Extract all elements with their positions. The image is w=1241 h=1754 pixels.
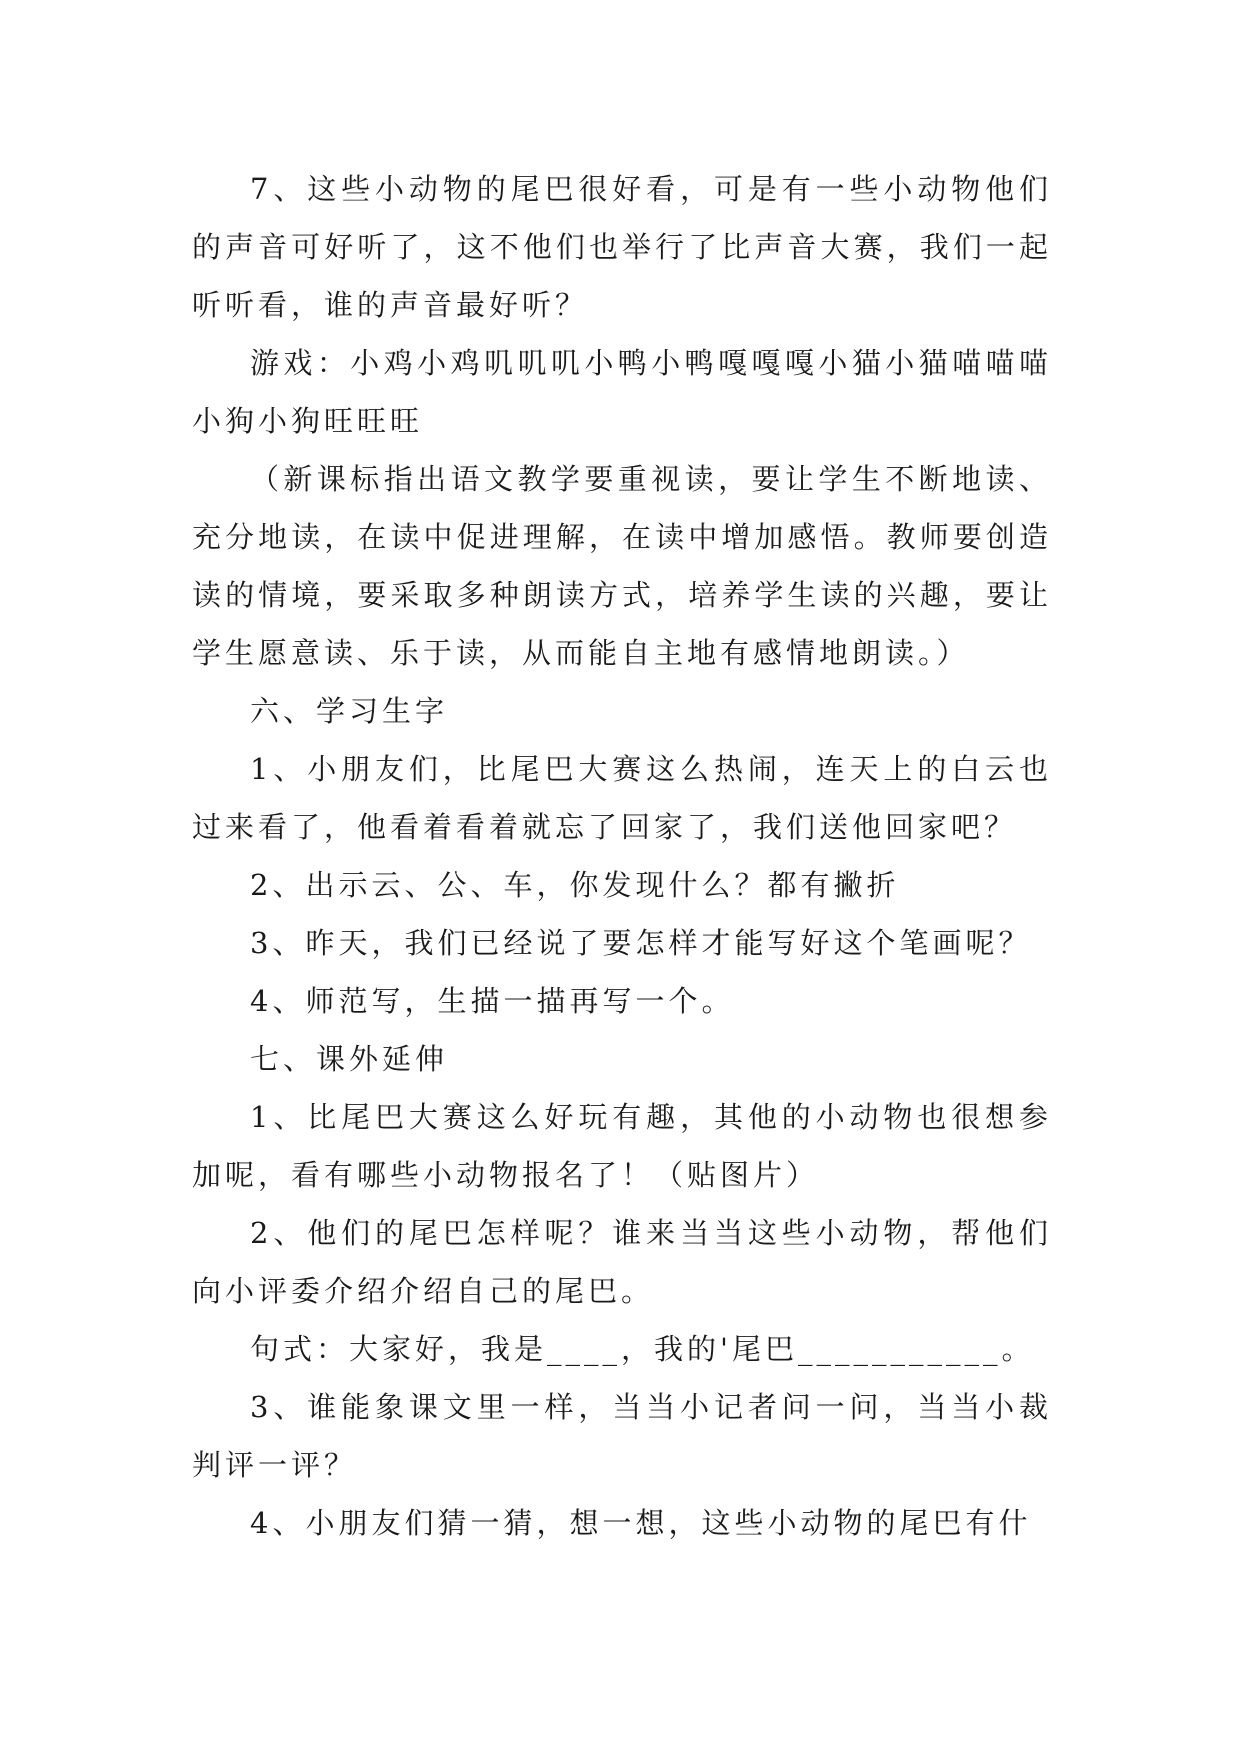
section-heading-learn-characters: 六、学习生字 — [250, 694, 449, 728]
paragraph-curriculum-note: （新课标指出语文教学要重视读，要让学生不断地读、充分地读，在读中促进理解，在读中增加感悟。教师要创造读的情境，要采取多种朗读方式，培养学生读的兴趣，要让学生愿意读、乐于读，从而能自主地有感情地朗读。） — [192, 462, 1052, 670]
paragraph-stroke-question: 3、昨天，我们已经说了要怎样才能写好这个笔画呢？ — [250, 926, 1032, 960]
paragraph-sentence-pattern: 句式：大家好，我是____，我的'尾巴___________。 — [250, 1332, 1035, 1366]
paragraph-reporter-judge: 3、谁能象课文里一样，当当小记者问一问，当当小裁判评一评？ — [192, 1390, 1052, 1482]
paragraph-sound-contest: 7、这些小动物的尾巴很好看，可是有一些小动物他们的声音可好听了，这不他们也举行了比声音大赛，我们一起听听看，谁的声音最好听？ — [192, 172, 1052, 322]
document-body — [192, 160, 1052, 1552]
paragraph-show-characters: 2、出示云、公、车，你发现什么？都有撇折 — [250, 868, 900, 902]
paragraph-introduce-tails: 2、他们的尾巴怎样呢？谁来当当这些小动物，帮他们向小评委介绍介绍自己的尾巴。 — [192, 1216, 1052, 1308]
paragraph-guess: 4、小朋友们猜一猜，想一想，这些小动物的尾巴有什 — [250, 1506, 1032, 1540]
paragraph-game: 游戏：小鸡小鸡叽叽叽小鸭小鸭嘎嘎嘎小猫小猫喵喵喵小狗小狗旺旺旺 — [192, 346, 1052, 438]
paragraph-teacher-demo: 4、师范写，生描一描再写一个。 — [250, 984, 735, 1018]
section-heading-extension: 七、课外延伸 — [250, 1042, 449, 1076]
paragraph-other-animals: 1、比尾巴大赛这么好玩有趣，其他的小动物也很想参加呢，看有哪些小动物报名了！（贴图片） — [192, 1100, 1052, 1192]
paragraph-white-cloud: 1、小朋友们，比尾巴大赛这么热闹，连天上的白云也过来看了，他看着看着就忘了回家了，我们送他回家吧？ — [192, 752, 1052, 844]
